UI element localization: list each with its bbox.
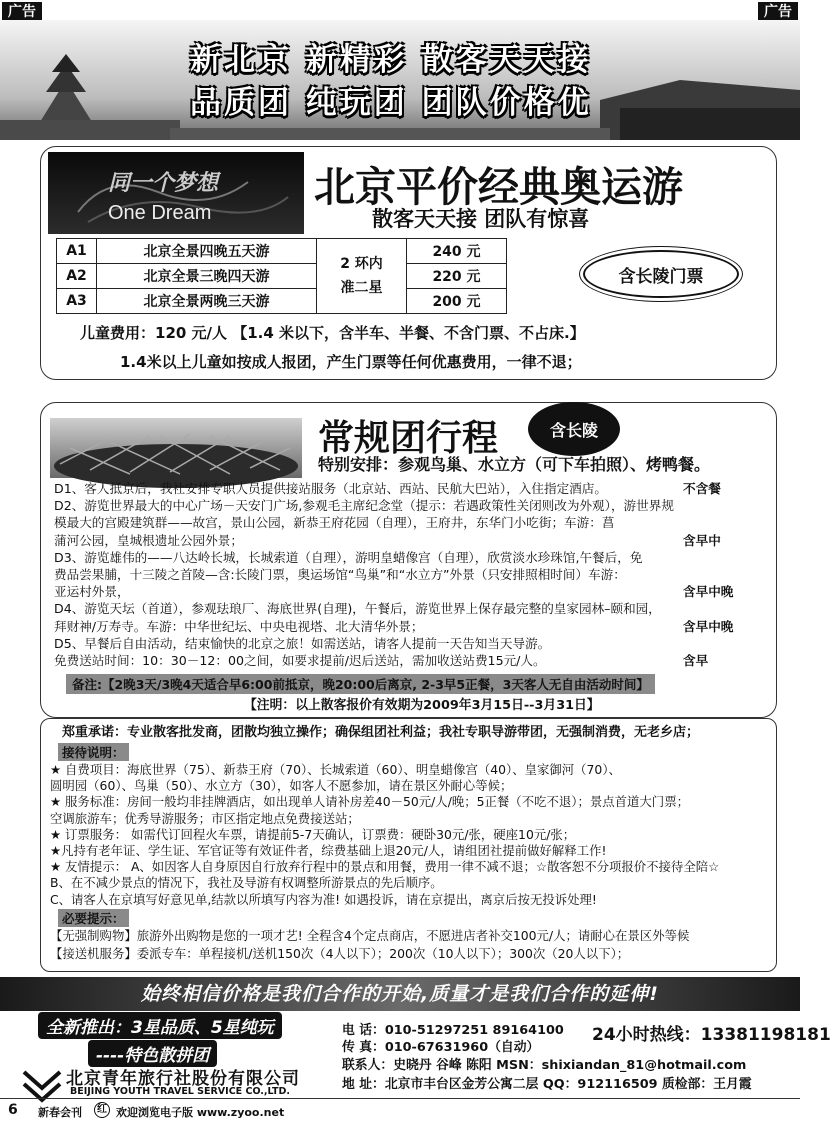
reception-line: 圆明园（60）、鸟巢（50）、水立方（30），如客人不愿参加，请在景区外耐心等候； bbox=[50, 778, 513, 794]
reception-line: ★ 自费项目：海底世界（75）、新恭王府（70）、长城索道（60）、明皇蜡像宫（40）、皇家御河（70）、 bbox=[50, 762, 621, 777]
reception-line: ★凡持有老年证、学生证、军官证等有效证件者，综费基础上退20元/人，请组团社提前做好解释工作! bbox=[50, 843, 607, 858]
ad-tag-left: 广告 bbox=[2, 2, 42, 22]
price-row: A2 北京全景三晚四天游 220 元 bbox=[57, 264, 595, 289]
itinerary-line: 拜财神/万寿寺。车游：中华世纪坛、中央电视塔、北大清华外景； bbox=[54, 618, 424, 634]
reception-label: 接待说明： bbox=[58, 743, 129, 761]
company-name-cn: 北京青年旅行社股份有限公司 bbox=[66, 1069, 300, 1089]
section-2-title: 常规团行程 bbox=[318, 417, 499, 459]
reception-line: ★ 订票服务： 如需代订回程火车票，请提前5-7天确认，订票费：硬卧30元/张，硬座10元/张； bbox=[50, 826, 576, 842]
section-1-subtitle: 散客天天接 团队有惊喜 bbox=[372, 207, 590, 231]
ad-tag-right: 广告 bbox=[758, 2, 798, 22]
hotline: 24小时热线：13381198181 bbox=[592, 1025, 831, 1045]
changling-badge: 含长陵 bbox=[528, 402, 620, 456]
photo-script-text: 同一个梦想 bbox=[108, 171, 219, 196]
birds-nest-photo bbox=[50, 418, 302, 478]
reception-line: ★ 友情提示： A、如因客人自身原因自行放弃行程中的景点和用餐，费用一律不减不退；☆散客恕不分项报价不接待全陪☆ bbox=[50, 859, 720, 875]
meal-label: 含早 bbox=[683, 653, 709, 668]
one-dream-photo bbox=[48, 152, 304, 234]
itinerary-line: 蒲河公园，皇城根遗址公园外景； bbox=[54, 532, 243, 548]
reception-line: 空调旅游车；优秀导游服务；市区指定地点免费接送站； bbox=[50, 810, 360, 826]
footer-divider bbox=[0, 1098, 800, 1099]
necessary-label: 必要提示： bbox=[58, 909, 129, 927]
price-row: A1 北京全景四晚五天游 2 环内 准二星 240 元 bbox=[57, 239, 595, 264]
promo-line-1: 全新推出：3星品质、5星纯玩 bbox=[38, 1012, 282, 1039]
special-arrangement: 特别安排：参观鸟巢、水立方（可下车拍照）、烤鸭餐。 bbox=[318, 455, 711, 474]
ebook-url-text: 欢迎浏览电子版 www.zyoo.net bbox=[116, 1106, 285, 1119]
company-name-en: BEIJING YOUTH TRAVEL SERVICE CO.,LTD. bbox=[70, 1086, 290, 1097]
telephone: 电 话：010-51297251 89164100 bbox=[342, 1023, 564, 1038]
itinerary-line: D5、早餐后自由活动，结束愉快的北京之旅！如需送站，请客人提前一天告知当天导游。 bbox=[54, 635, 551, 651]
itinerary-line: 免费送站时间：10：30－12：00之间，如要求提前/迟后送站，需加收送站费15元/人。 bbox=[54, 653, 546, 668]
promo-line-2: ----特色散拼团 bbox=[88, 1040, 217, 1067]
price-table bbox=[56, 238, 594, 314]
meal-label: 不含餐 bbox=[683, 481, 721, 496]
contact-persons: 联系人：史晓丹 谷峰 陈阳 MSN：shixiandan_81@hotmail.com bbox=[342, 1058, 747, 1073]
necessary-line: 【无强制购物】旅游外出购物是您的一项才艺! 全程含4个定点商店，不愿进店者补交100元/人；请耐心在景区外等候 bbox=[50, 928, 690, 943]
itinerary-line: D1、客人抵京后，我社安排专职人员提供接站服务（北京站、西站、民航大巴站），入住指定酒店。 bbox=[54, 481, 607, 496]
page-number: 6 bbox=[8, 1102, 18, 1118]
meal-label: 含早中 bbox=[683, 532, 721, 548]
hotel-cell: 2 环内 准二星 bbox=[317, 239, 407, 314]
itinerary-line: 费品尝果脯，十三陵之首陵—含:长陵门票，奥运场馆“鸟巢”和“水立方”外景（只安排照相时间）车游： bbox=[54, 567, 626, 582]
itinerary-line: 亚运村外景， bbox=[54, 584, 130, 600]
price-row: A3 北京全景两晚三天游 200 元 bbox=[57, 289, 595, 314]
fax: 传 真：010-67631960（自动） bbox=[342, 1040, 540, 1055]
meal-label: 含早中晚 bbox=[683, 618, 734, 634]
meal-label: 含早中晚 bbox=[683, 584, 734, 600]
company-logo-icon bbox=[20, 1068, 64, 1106]
child-fee-line: 儿童费用：120 元/人 【1.4 米以下，含半车、半餐、不含门票、不占床.】 bbox=[80, 324, 585, 342]
itinerary-line: D2、游览世界最大的中心广场－天安门广场,参观毛主席纪念堂（提示：若遇政策性关闭则改为外观），游世界规 bbox=[54, 498, 674, 514]
circle-mark-icon: 红 bbox=[94, 1102, 110, 1118]
slogan-banner: 始终相信价格是我们合作的开始,质量才是我们合作的延伸! bbox=[0, 977, 800, 1011]
itinerary-line: D4、游览天坛（首道），参观珐琅厂、海底世界(自理)，午餐后，游览世界上保存最完整的皇家园林–颐和园， bbox=[54, 601, 661, 617]
ticket-included-badge: 含长陵门票 bbox=[583, 250, 739, 298]
itinerary-line: 模最大的宫殿建筑群——故宫，景山公园，新恭王府花园（自理），王府井，东华门小吃街；车游：菖 bbox=[54, 515, 615, 531]
itinerary-line: D3、游览雄伟的——八达岭长城，长城索道（自理），游明皇蜡像宫（自理），欣赏淡水珍珠馆,午餐后，免 bbox=[54, 549, 643, 565]
necessary-line: 【接送机服务】委派专车：单程接机/送机150次（4人以下）；200次（10人以下）；300次（20人以下）； bbox=[50, 946, 630, 961]
reception-line: C、请客人在京填写好意见单,结款以所填写内容为准! 如遇投诉，请在京提出，离京后按无投诉处理! bbox=[50, 891, 597, 907]
reception-line: B、在不减少景点的情况下，我社及导游有权调整所游景点的先后顺序。 bbox=[50, 875, 443, 891]
remark-bar: 备注:【2晚3天/3晚4天适合早6:00前抵京，晚20:00后离京, 2-3早5正餐，3天客人无自由活动时间】 bbox=[66, 674, 655, 694]
address: 地 址：北京市丰台区金芳公寓二层 QQ：912116509 质检部：王月霞 bbox=[342, 1077, 752, 1092]
banner-line-1: 新北京 新精彩 散客天天接 bbox=[190, 42, 592, 78]
magazine-name: 新春会刊 bbox=[38, 1106, 82, 1119]
section-1-title: 北京平价经典奥运游 bbox=[314, 163, 683, 211]
validity-note: 【注明：以上散客报价有效期为2009年3月15日--3月31日】 bbox=[244, 698, 600, 713]
banner-line-2: 品质团 纯玩团 团队价格优 bbox=[190, 85, 592, 121]
reception-line: ★ 服务标准：房间一般均非挂牌酒店，如出现单人请补房差40－50元/人/晚；5正餐（不吃不退）；景点首道大门票； bbox=[50, 794, 689, 810]
photo-english-text: One Dream bbox=[108, 202, 212, 224]
child-policy-line: 1.4米以上儿童如按成人报团，产生门票等任何优惠费用，一律不退； bbox=[120, 353, 582, 371]
top-banner bbox=[0, 20, 800, 140]
promise-line: 郑重承诺：专业散客批发商，团散均独立操作；确保组团社利益；我社专职导游带团，无强制消费，无老乡店； bbox=[62, 725, 700, 740]
